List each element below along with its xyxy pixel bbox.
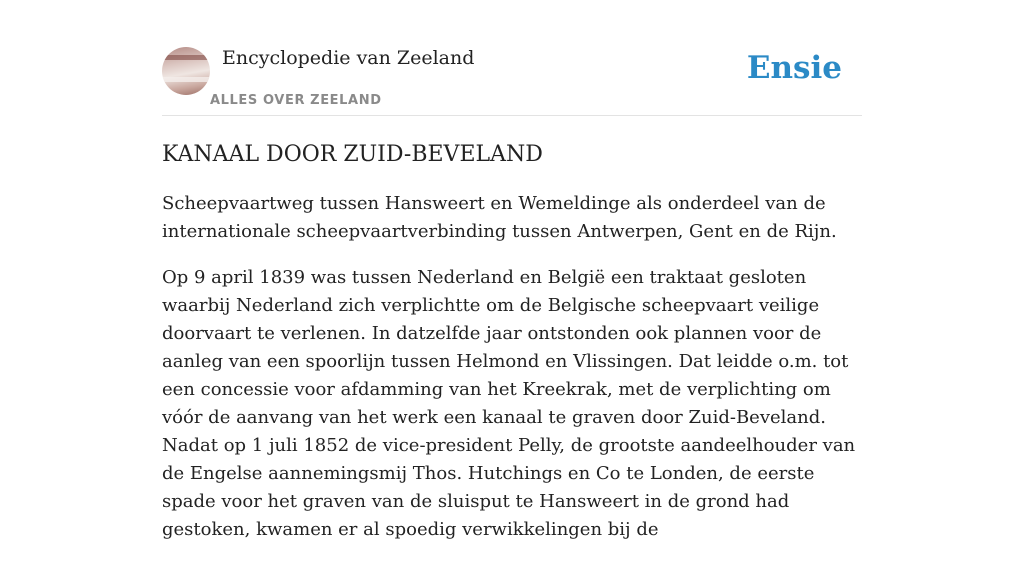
article-paragraph: Scheepvaartweg tussen Hansweert en Wemeldinge als onderdeel van de internationale scheepvaartverbinding tussen Antwerpen, Gent en de Rijn. [162, 193, 837, 242]
logo-band [162, 55, 210, 60]
header-divider [162, 115, 862, 116]
site-tagline: ALLES OVER ZEELAND [210, 93, 382, 108]
brand-logo[interactable]: Ensie [746, 50, 842, 86]
article [162, 140, 867, 562]
site-title[interactable]: Encyclopedie van Zeeland [222, 47, 475, 69]
site-header [162, 44, 862, 116]
site-logo[interactable] [162, 47, 210, 95]
logo-band [162, 77, 210, 82]
article-paragraph: Op 9 april 1839 was tussen Nederland en België een traktaat gesloten waarbij Nederland zich verplichtte om de Belgische scheepvaart veilige doorvaart te verlenen. In datzelfde jaar ontstonden ook plannen voor de aanleg van een spoorlijn tussen Helmond en Vlissingen. Dat leidde o.m. tot een concessie voor afdamming van het Kreekrak, met de verplichting om vóór de aanvang van het werk een kanaal te graven door Zuid-Beveland. Nadat op 1 juli 1852 de vice-president Pelly, de grootste aandeelhouder van de Engelse aannemingsmij Thos. Hutchings en Co te Londen, de eerste spade voor het graven van de sluisput te Hansweert in de grond had gestoken, kwamen er al spoedig verwikkelingen bij de [162, 267, 856, 540]
article-title: KANAAL DOOR ZUID-BEVELAND [162, 142, 543, 167]
